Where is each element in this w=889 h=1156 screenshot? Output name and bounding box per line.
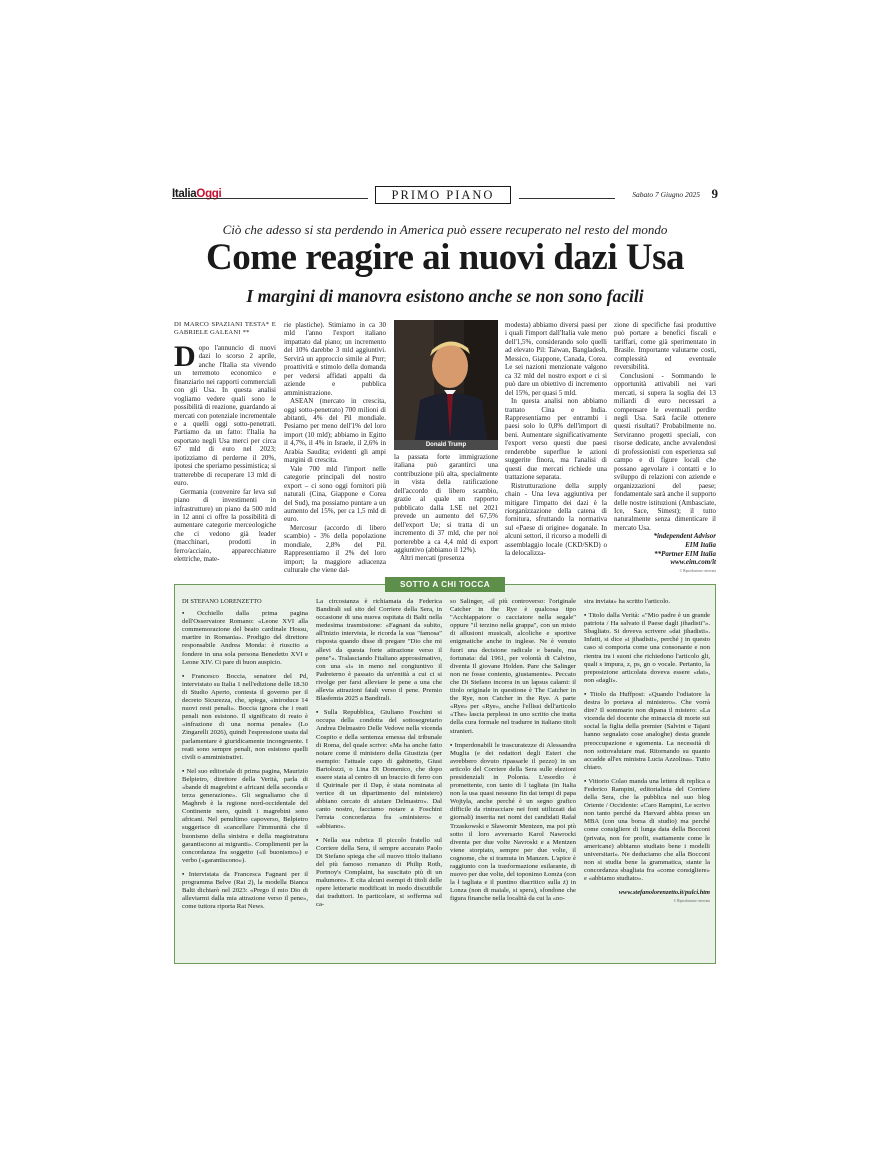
box-item: • Intervistata da Francesca Fagnani per il programma Belve (Rai 2), la modella Bianca Balti dichiarò nel 2023: «Prego il mio Dio di alleviarmi dalla mia attrazione verso il pene», come tuttora riporta Rai News. xyxy=(182,871,308,911)
box-column-2 xyxy=(316,598,442,915)
article-paragraph: zione di specifiche fasi produttive può portare a benefici fiscali e tariffari, come già sperimentato in Brasile. Importante valutarne costi, complessità ed eventuale reversibilità. xyxy=(614,321,716,372)
drop-cap: D xyxy=(174,339,196,373)
article-paragraph: la passata forte immigrazione italiana può garantirci una contribuzione più alta, specialmente in vista della ratificazione dell'accordo di libero scambio, grazie al quale un rapporto pubblicato dalla LSE nel 2021 prevede un aumento del 67,5% dell'export Ue; si tratta di un incremento di 37 mld, che per noi porterebbe a ca 4,4 mld di export aggiuntivo (abbiamo il 12%). xyxy=(394,453,498,554)
header-rule-right xyxy=(519,198,615,199)
box-byline: DI STEFANO LORENZETTO xyxy=(182,598,262,605)
article-paragraph: In questa analisi non abbiamo trattato Cina e India. Rappresentiamo per entrambi i paesi solo lo 0,8% dell'import di beni. Aumentare significativamente l'export verso questi due paesi renderebbe superflue le azioni suggerite finora, ma l'analisi di questi due mercati richiede una trattazione separata. xyxy=(505,397,607,482)
box-item: • Titolo dalla Verità: «"Mio padre è un grande patriota / Ha salvato il Paese dagli jihadisti"». Sbagliato. Si doveva scrivere «dai jihadisti». Infatti, si dice «i jihadisti», perché j in questo caso si comporta come una consonante e non rientra tra i suoni che richiedono l'articolo gli, quali s impura, z, ps, gn o vocale. Pertanto, la preposizione articolata doveva essere «dai», non «dagli». xyxy=(584,612,710,685)
article-paragraph: Ristrutturazione della supply chain - Una leva aggiuntiva per mitigare l'impatto dei dazi è la riorganizzazione della catena di fornitura, sfruttando la normativa sul «Paese di origine» doganale. In alcuni settori, il ricorso a modelli di assemblaggio locale (CKD/SKD) o la delocalizza- xyxy=(505,481,607,558)
box-website-link[interactable]: www.stefanolorenzetto.it/pulci.htm xyxy=(618,889,710,897)
box-item: • Nella sua rubrica Il piccolo fratello sul Corriere della Sera, il sempre accurato Paolo Di Stefano spiega che «il nuovo titolo italiano del più famoso romanzo di Philip Roth, Portnoy's Complaint, ha suscitato più di un malumore». E cita alcuni esempi di titoli delle opere letterarie modificati in modo discutibile dai traduttori. In particolare, si sofferma sul ca- xyxy=(316,837,442,910)
article-subhead: I margini di manovra esistono anche se non sono facili xyxy=(246,286,644,306)
box-item: stra inviata» ha scritto l'articolo. xyxy=(584,598,671,605)
article-paragraph: Altri mercati (presenza xyxy=(400,554,465,563)
article-paragraph: Mercosur (accordo di libero scambio) - 3% della popolazione mondiale, 2,8% del Pil. Rappresentiamo il 2% del loro import; la maggiore adiacenza culturale che viene dal- xyxy=(284,523,386,575)
box-item: • Occhiello dalla prima pagina dell'Osservatore Romano: «Leone XVI alla commemorazione del beato cardinale Hossu, martire in Romania». Prodigio del direttore responsabile Andrea Monda: è riuscito a fondere in una sola persona Benedetto XVI e Leone XIV. Ci pare di buon auspicio. xyxy=(182,610,308,667)
box-item: • Titolo da Huffpost: «Quando l'odiatore la destra lo portava al ministero». Che vorrà dire? Il sommario non dipana il mistero: «La vicenda del docente che minaccia di morte sui social la figlia della premier (Salvini e Tajani hanno segnalato cose analoghe) desta grande preoccupazione e sgomenta. La necessità di non sottovalutare mai. Ritornando su quanto accadde all'ex ministra Lucia Azzolina». Tutto chiaro. xyxy=(584,691,710,772)
author-notes: *independent Advisor EIM Italia **Partner EIM Italia www.eim.com/it xyxy=(653,532,716,567)
page-number: 9 xyxy=(711,186,718,201)
article-column-2 xyxy=(284,321,386,575)
article-kicker: Ciò che adesso si sta perdendo in America può essere recuperato nel resto del mondo xyxy=(222,222,668,237)
box-column-4 xyxy=(584,598,710,905)
box-copyright-note: © Riproduzione riservata xyxy=(673,899,710,904)
section-label: PRIMO PIANO xyxy=(375,186,511,204)
newspaper-page xyxy=(172,186,718,964)
box-item: • Francesco Boccia, senatore del Pd, intervistato su Italia 1 nell'edizione delle 18.30 di Studio Aperto, contesta il governo per il decreto Sicurezza, che, spiega, «introduce 14 nuovi resti penali». Boccia ignora che i reati penali non esistono. Il significato di reato è «infrazione di una norma penale» (Lo Zingarelli 2026), quindi l'espressione usata dal parlamentare è giuridicamente incongruente. I reati sono sempre penali, non esistono quelli civili o amministrativi. xyxy=(182,673,308,762)
box-item: • Nel suo editoriale di prima pagina, Maurizio Belpietro, direttore della Verità, parla di «bande di magrebini e africani della seconda e terza generazione». Gli segnaliamo che il Maghreb è la regione nord-occidentale del Continente nero, quindi i magrebini sono africani. Nel penultimo capoverso, Belpietro suggerisce di «cancellare l'immunità che il buonismo della sinistra e della magistratura garantiscono ai migranti». Complimenti per la concordanza fra soggetto («il buonismo») e verbo («garantiscono»). xyxy=(182,768,308,865)
newspaper-logo: ItaliaOggi xyxy=(172,188,222,200)
article-paragraph: Germania (convenire far leva sul piano di investimenti in infrastrutture) un piano da 500 mld in 12 anni ci offre la possibilità di aumentare categorie merceologiche che ci vedono già leader (macchinari, prodotti in ferro/acciaio, apparecchiature elettriche, mate- xyxy=(174,487,276,564)
header-rule-left xyxy=(172,198,368,199)
box-item: • Imperdonabili le trascuratezze di Alessandra Muglia (e dei redattori degli Esteri che avrebbero dovuto ripassarle il pezzo) in un articolo del Corriere della Sera sulle elezioni presidenziali in Polonia. L'esordio è promettente, con tanto di l tagliata (in Italia non la usa quasi nessuno fin dai tempi di papa Wojtyla, anche perché è un segno grafico difficile da rintracciare nei font utilizzati dai giornali) inserita nei nomi dei candidati Rafał Trzaskowski e Sławomir Mentzen, ma poi più sotto il loro avversario Karol Nawrocki diventa per due volte Navroski e a Mentzen viene storpiato, sempre per due volte, il cognome, che si tramuta in Manzen. L'apice è raggiunto con la trasformazione esilarante, di nuovo per due volte, del toponimo Łomża (con la ł tagliata e il puntino diacritico sulla ż) in Lonza (non di maiale, si spera), sfondone che figura finanche nella località da cui la «no- xyxy=(450,742,576,904)
article-column-4 xyxy=(505,321,607,558)
article-column-3 xyxy=(394,453,498,563)
article-paragraph: Vale 700 mld l'import nelle categorie principali del nostro export – ci sono oggi fornitori più naturali (Cina, Giappone e Corea del Sud), ma possiamo puntare a un aumento del 15%, per ca 1,5 mld di euro. xyxy=(284,464,386,524)
box-column-3 xyxy=(450,598,576,909)
box-item: so Salinger, «il più controverso: l'originale Catcher in the Rye è qualcosa tipo "Acchiappatore o cacciatore nella segale" oppure "il terzino nella grappa", con un misto di allusioni musicali, alcoliche e sportive enigmatiche anche in inglese. Ne è venuto fuori una decisione radicale e banale, ma fortunata: dal 1961, per volontà di Calvino, diventa Il giovane Holden. Pare che Salinger non ne fosse contento, giustamente». Peccato che Di Stefano incorra in un lapsus calami: il titolo originale in questione è The Catcher in the Rye, non Catcher in the Rye. A parte «Rye» per «Rye», anche l'ellissi dell'articolo «The» lascia perplessi in uno scritto che tratta della cura formale nel tradurre in italiano titoli stranieri. xyxy=(450,598,576,735)
copyright-note: © Riproduzione riservata xyxy=(679,568,716,573)
article-paragraph: modesta) abbiamo diversi paesi per i quali l'import dall'Italia vale meno dell'1,5%, considerando solo quelli ad elevato Pil: Taiwan, Bangladesh, Messico, Giappone, Canada, Corea. Le sei nazioni menzionate valgono ca 32 mld del nostro export e ci si può dare un obiettivo di incremento del 15%, per quasi 5 mld. xyxy=(505,321,607,397)
article-headline: Come reagire ai nuovi dazi Usa xyxy=(206,237,684,278)
box-item: La circostanza è richiamata da Federica Bandirali sul sito del Corriere della Sera, in occasione di una nuova ospitata di Balti nella medesima trasmissione: «Fagnani da subito, all'inizio intervista, le ricorda la sua "famosa" risposta quando disse di pregare "Dio che mi allevi da questa forte attrazione verso il pene"». Tralasciando l'italiano approssimativo, con una «i» in meno nel congiuntivo il Padreterno è passato da un'entità a cui ci si rivolge per farsi alleviare le pene a una che allevia attrazioni fatali verso il pene. Premio Blasfemia 2025 a Bandirali. xyxy=(316,598,442,703)
article-paragraph: rie plastiche). Stimiamo in ca 30 mld l'anno l'export italiano impattato dal piano; un incremento del 10% darebbe 3 mld aggiuntivi. Servirà un approccio simile al Pnrr; proattività e stimolo della domanda per vedersi affidati appalti da aziende e pubblica amministrazione. xyxy=(284,321,386,397)
article-paragraph: Conclusioni - Sommando le opportunità attivabili nei vari mercati, si supera la soglia dei 13 miliardi di euro necessari a compensare le eventuali perdite negli Usa. Sarà facile ottenere questi risultati? Probabilmente no. Serviranno progetti speciali, con risorse dedicate, anche avvalendosi di professionisti con esperienza sul campo e di figure locali che possano agevolare i contatti e lo sviluppo di relazioni con aziende e organizzazioni del paese; fondamentale sarà anche il supporto delle nostre istituzioni (Ambasciate, Ice, Sace, Simest); il tutto naturalmente senza dimenticare il mercato Usa. xyxy=(614,371,716,532)
trump-photo xyxy=(394,320,498,446)
box-column-1 xyxy=(182,598,308,917)
box-title: SOTTO A CHI TOCCA xyxy=(385,577,505,592)
issue-date: Sabato 7 Giugno 2025 xyxy=(632,190,700,199)
photo-caption: Donald Trump xyxy=(394,440,498,450)
article-column-1 xyxy=(174,321,276,564)
masthead xyxy=(172,186,718,208)
article-byline: DI MARCO SPAZIANI TESTA* E GABRIELE GALEANI ** xyxy=(174,321,276,337)
box-item: • Vittorio Colao manda una lettera di replica a Federico Rampini, editorialista del Corriere della Sera, che la pubblica nel suo blog Oriente / Occidente: «Caro Rampini, Le scrivo non tanto perché da Harvard abbia preso un MBA (con una borsa di studio) ma perché come consigliere di lunga data della Bocconi (privata, non for profit, esattamente come le americane) abbiamo studiato bene i modelli universitari». Ne deduciamo che alla Bocconi non si studia bene la grammatica, stante la concordanza sbagliata fra «come consigliere» e «abbiamo studiato». xyxy=(584,778,710,883)
article-column-5 xyxy=(614,321,716,575)
portrait-image xyxy=(394,320,498,446)
article-lead: Dopo l'annuncio di nuovi dazi lo scorso 2 aprile, anche l'Italia sta vivendo un terremoto economico e finanziario nei rapporti commerciali con gli Usa. In questa analisi vogliamo vedere quali sono le possibilità di reazione, guardando ai mercati con potenziale incrementale e a quelli oggi sotto-penetrati. Partiamo da un fatto: l'Italia ha esportato negli Usa merci per circa 67 mld di euro nel 2023; ipotizziamo di perderne il 20%, ipotesi che speriamo pessimistica; si tratterebbe di recuperare 13 mld di euro. xyxy=(174,339,276,488)
article-paragraph: ASEAN (mercato in crescita, oggi sotto-penetrato) 700 milioni di abitanti, 4% del Pil mondiale. Pesiamo per meno dell'1% del loro import (10 mld); abbiamo in Egitto il 4,7%, il 4% in Israele, il 2,6% in Arabia Saudita; evidenti gli ampi margini di crescita. xyxy=(284,397,386,465)
box-item: • Sulla Repubblica, Giuliano Foschini si occupa della condotta del sottosegretario Andrea Delmastro Delle Vedove nella vicenda Cospito e della sentenza emessa dal tribunale di Roma, del quale scrive: «Ma ha anche fatto notare come il ministero della Giustizia (per esempio: l'attuale capo di gabinetto, Giusi Bartolozzi, o Lina Di Domenico, che dopo essere stata al centro di un braccio di ferro con il Quirinale per il Dap, è stata nominata al vertice di un dipartimento del ministero) abbiano cercato di aiutare Delmastro». Dal canto nostro, facciamo notare a Foschini l'errata concordanza fra «ministero» e «abbiano». xyxy=(316,709,442,830)
